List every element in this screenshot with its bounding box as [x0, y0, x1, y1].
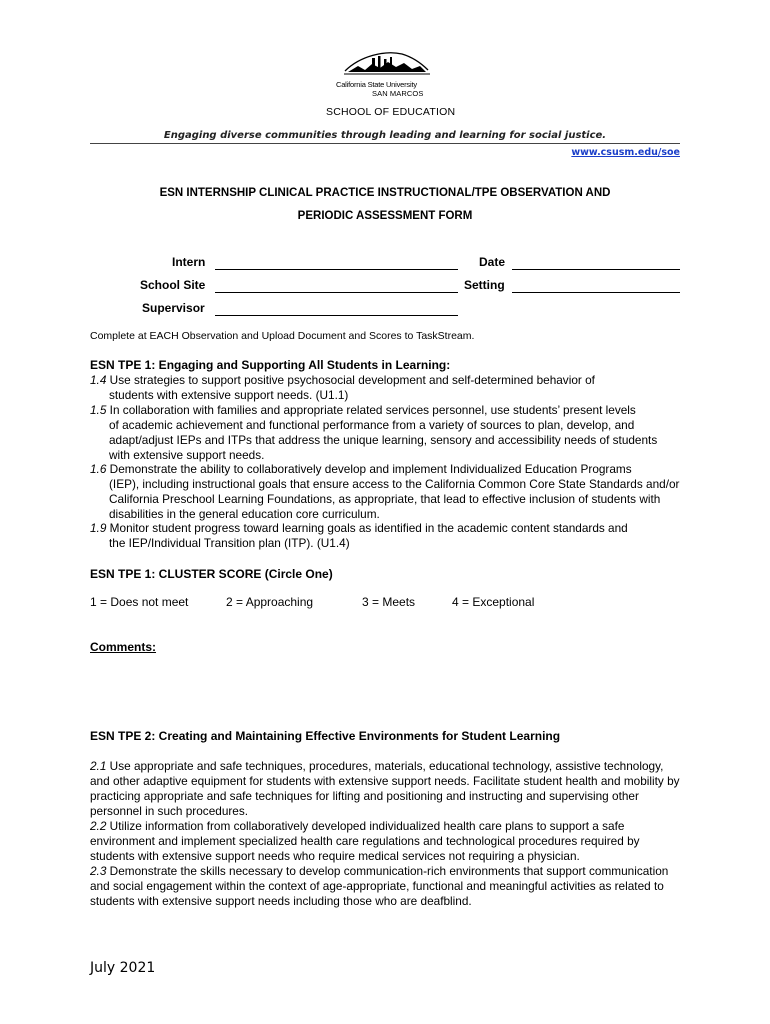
- item-number: 1.4: [90, 373, 107, 387]
- item-continuation: students with extensive support needs. (U1.1): [109, 388, 349, 402]
- supervisor-field[interactable]: [215, 315, 458, 316]
- intern-label: Intern: [172, 255, 206, 269]
- tpe2-item: [90, 759, 682, 819]
- logo-university-name: California State University: [336, 80, 417, 89]
- tpe2-item: [90, 864, 682, 909]
- tpe2-heading: ESN TPE 2: Creating and Maintaining Effective Environments for Student Learning: [90, 729, 561, 743]
- item-text: In collaboration with families and appropriate related services personnel, use students’ present levels: [106, 403, 636, 417]
- item-number: 2.1: [90, 759, 107, 773]
- header-divider: [90, 143, 680, 144]
- setting-field[interactable]: [512, 292, 680, 293]
- tpe2-item: [90, 819, 682, 864]
- school-name: SCHOOL OF EDUCATION: [326, 106, 456, 118]
- item-number: 2.3: [90, 864, 107, 878]
- tpe1-item: [90, 403, 680, 463]
- item-number: 1.5: [90, 403, 107, 417]
- item-continuation: the IEP/Individual Transition plan (ITP). (U1.4): [109, 536, 350, 550]
- item-continuation: (IEP), including instructional goals that ensure access to the California Common Core State Standards and/or California Preschool Learning Foundations, as appropriate, that lead to effective inclusion of students with disabilities in the general education core curriculum.: [109, 477, 680, 521]
- item-number: 2.2: [90, 819, 107, 833]
- item-text: Demonstrate the skills necessary to develop communication-rich environments that support communication and social engagement within the context of age-appropriate, functional and meaningful activities as related to students with extensive support needs including those who are deafblind.: [90, 864, 669, 908]
- school-site-label: School Site: [140, 278, 206, 292]
- form-title-line2: PERIODIC ASSESSMENT FORM: [297, 210, 473, 222]
- item-text: Use strategies to support positive psychosocial development and self-determined behavior of: [106, 373, 595, 387]
- setting-label: Setting: [464, 278, 505, 292]
- item-continuation: of academic achievement and functional performance from a variety of sources to plan, develop, and adapt/adjust IEPs and ITPs that address the unique learning, sensory and accessibility needs of students with extensive support needs.: [109, 418, 658, 462]
- intern-field[interactable]: [215, 269, 458, 270]
- item-text: Monitor student progress toward learning goals as identified in the academic content standards and: [106, 521, 628, 535]
- school-site-field[interactable]: [215, 292, 458, 293]
- tpe1-item: [90, 521, 680, 551]
- item-text: Utilize information from collaboratively developed individualized health care plans to support a safe environment and implement specialized health care regulations and technological procedures required by students with extensive support needs who require medical services not requiring a physician.: [90, 819, 640, 863]
- tpe1-item: [90, 462, 680, 522]
- score-option-1[interactable]: 1 = Does not meet: [90, 595, 189, 609]
- item-number: 1.6: [90, 462, 107, 476]
- item-text: Demonstrate the ability to collaboratively develop and implement Individualized Education Programs: [106, 462, 632, 476]
- footer-date: July 2021: [90, 960, 156, 976]
- date-field[interactable]: [512, 269, 680, 270]
- instructions-text: Complete at EACH Observation and Upload Document and Scores to TaskStream.: [90, 330, 475, 342]
- tpe1-item: [90, 373, 680, 403]
- tagline: Engaging diverse communities through leading and learning for social justice.: [163, 130, 607, 141]
- tpe1-heading: ESN TPE 1: Engaging and Supporting All Students in Learning:: [90, 358, 451, 372]
- logo-campus-name: SAN MARCOS: [372, 89, 424, 98]
- form-title-line1: ESN INTERNSHIP CLINICAL PRACTICE INSTRUCTIONAL/TPE OBSERVATION AND: [159, 187, 611, 199]
- item-number: 1.9: [90, 521, 107, 535]
- comments-label: Comments:: [90, 640, 157, 654]
- score-option-4[interactable]: 4 = Exceptional: [452, 595, 535, 609]
- school-website-link[interactable]: www.csusm.edu/soe: [571, 147, 680, 158]
- date-label: Date: [479, 255, 506, 269]
- score-option-3[interactable]: 3 = Meets: [362, 595, 416, 609]
- tpe1-cluster-score-heading: ESN TPE 1: CLUSTER SCORE (Circle One): [90, 567, 333, 581]
- item-text: Use appropriate and safe techniques, procedures, materials, educational technology, assistive technology, and other adaptive equipment for students with extensive support needs. Facilitate student health and mobility by practicing appropriate and safe techniques for lifting and positioning and instructing and supervising other personnel in such procedures.: [90, 759, 680, 818]
- supervisor-label: Supervisor: [142, 301, 205, 315]
- score-option-2[interactable]: 2 = Approaching: [226, 595, 314, 609]
